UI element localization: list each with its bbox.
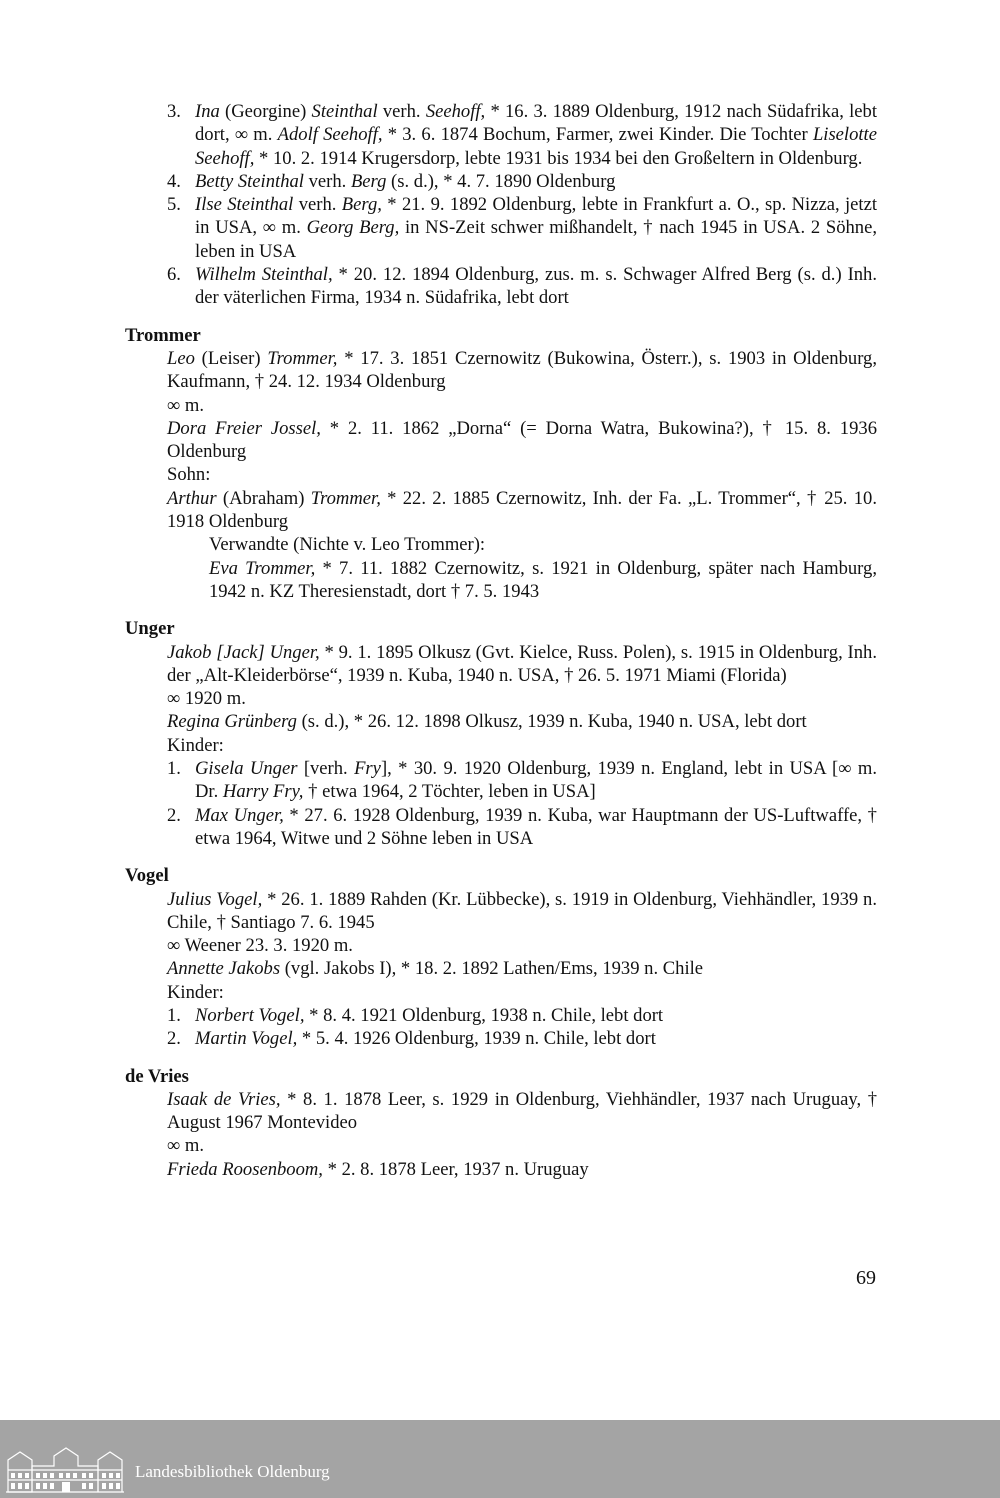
- text-run: ∞ m.: [167, 394, 205, 416]
- list-text: [195, 100, 877, 170]
- italic-name: Steinthal: [311, 101, 378, 122]
- italic-name: Trommer,: [310, 487, 381, 509]
- text-run: * 22. 2. 1885 Czernowitz, Inh. der Fa. „L. Trommer“, † 25. 10. 1918 Oldenburg: [167, 487, 877, 533]
- italic-name: Seehoff,: [425, 101, 486, 122]
- italic-name: Adolf Seehoff,: [277, 124, 383, 146]
- italic-name: Berg,: [341, 194, 382, 216]
- footer-label: Landesbibliothek Oldenburg: [135, 1462, 330, 1481]
- list-text: [195, 170, 877, 193]
- person-entry: [125, 1158, 877, 1181]
- list-text: [195, 193, 877, 263]
- text-run: * 5. 4. 1926 Oldenburg, 1939 n. Chile, lebt dort: [297, 1028, 656, 1050]
- text-run: * 2. 8. 1878 Leer, 1937 n. Uruguay: [322, 1158, 589, 1180]
- text-run: ∞ Weener 23. 3. 1920 m.: [167, 935, 353, 957]
- text-run: * 2. 11. 1862 „Dorna“ (= Dorna Watra, Bukowina?), † 15. 8. 1936 Oldenburg: [167, 417, 877, 463]
- family-section: [125, 1065, 877, 1181]
- library-building-icon: [6, 1446, 124, 1494]
- text-run: * 27. 6. 1928 Oldenburg, 1939 n. Kuba, war Hauptmann der US-Luftwaffe, † etwa 1964, Witwe und 2 Söhne leben in USA: [195, 804, 877, 849]
- list-item: [125, 1027, 877, 1050]
- text-run: (Georgine): [219, 101, 312, 122]
- text-run: ∞ 1920 m.: [167, 688, 246, 710]
- person-entry: [125, 734, 877, 757]
- list-item: [125, 263, 877, 310]
- text-run: in NS-Zeit schwer mißhandelt, † nach 1945 in USA. 2 Söhne, leben in USA: [195, 217, 877, 262]
- person-entry: [125, 934, 877, 957]
- list-number: 1.: [167, 758, 181, 780]
- person-entry: [125, 487, 877, 534]
- text-run: (Abraham): [216, 487, 311, 509]
- italic-name: Ilse Steinthal: [195, 194, 294, 216]
- italic-name: Wilhelm Steinthal,: [195, 264, 333, 286]
- person-entry: [125, 981, 877, 1004]
- text-run: ∞ m.: [167, 1135, 205, 1157]
- person-entry: [125, 888, 877, 935]
- italic-name: Fry: [354, 758, 381, 780]
- text-run: * 20. 12. 1894 Oldenburg, zus. m. s. Schwager Alfred Berg (s. d.) Inh. der väterlichen Firma, 1934 n. Südafrika, lebt dort: [195, 264, 877, 309]
- section-title: Vogel: [125, 865, 169, 887]
- text-run: ], * 30. 9. 1920 Oldenburg, 1939 n. England, lebt in USA [∞ m. Dr.: [195, 758, 877, 803]
- text-run: Kinder:: [167, 734, 224, 756]
- section-title: de Vries: [125, 1065, 189, 1087]
- page-content: [125, 100, 877, 1181]
- person-entry: [125, 710, 877, 733]
- list-number: 4.: [167, 170, 181, 192]
- list-item: [125, 193, 877, 263]
- text-run: Sohn:: [167, 464, 211, 486]
- italic-name: Isaak de Vries,: [167, 1088, 281, 1110]
- family-section: [125, 324, 877, 604]
- italic-name: Liselotte Seehoff,: [195, 124, 877, 169]
- italic-name: Arthur: [167, 487, 217, 509]
- text-run: * 7. 11. 1882 Czernowitz, s. 1921 in Oldenburg, später nach Hamburg, 1942 n. KZ Theresienstadt, dort † 7. 5. 1943: [209, 557, 877, 602]
- family-section: [125, 864, 877, 1050]
- text-run: Verwandte (Nichte v. Leo Trommer):: [209, 534, 486, 556]
- list-number: 6.: [167, 264, 181, 286]
- italic-name: Ina: [195, 101, 220, 122]
- list-item: [125, 170, 877, 193]
- relative-entry: [125, 557, 877, 604]
- person-entry: [125, 957, 877, 980]
- list-item: [125, 1004, 877, 1027]
- list-number: 2.: [167, 804, 181, 826]
- text-run: (s. d.), * 4. 7. 1890 Oldenburg: [386, 170, 616, 192]
- page-number: 69: [856, 1267, 876, 1289]
- italic-name: Berg: [350, 170, 387, 192]
- list-text: [195, 804, 877, 851]
- list-text: [195, 1004, 877, 1027]
- person-entry: [125, 347, 877, 394]
- section-title: Unger: [125, 618, 175, 640]
- italic-name: Eva Trommer,: [209, 557, 316, 579]
- text-run: * 3. 6. 1874 Bochum, Farmer, zwei Kinder. Die Tochter: [382, 124, 813, 146]
- text-run: * 9. 1. 1895 Olkusz (Gvt. Kielce, Russ. Polen), s. 1915 in Oldenburg, Inh. der „Alt-Kleiderbörse“, 1939 n. Kuba, 1940 n. USA, † 26. 5. 1971 Miami (Florida): [167, 641, 877, 686]
- list-text: [195, 757, 877, 804]
- person-entry: [125, 394, 877, 417]
- text-run: * 8. 1. 1878 Leer, s. 1929 in Oldenburg, Viehhändler, 1937 nach Uruguay, † August 1967 Montevideo: [167, 1088, 877, 1134]
- person-entry: [125, 463, 877, 486]
- italic-name: Georg Berg,: [306, 217, 400, 239]
- list-text: [195, 263, 877, 310]
- italic-name: Regina Grünberg: [167, 711, 297, 733]
- section-title: Trommer: [125, 324, 201, 346]
- text-run: * 16. 3. 1889 Oldenburg, 1912 nach Südafrika, lebt dort, ∞ m.: [195, 101, 878, 146]
- italic-name: Gisela Unger: [195, 758, 298, 780]
- list-number: 1.: [167, 1004, 181, 1026]
- person-entry: [125, 687, 877, 710]
- person-entry: [125, 641, 877, 688]
- text-run: (Leiser): [194, 347, 268, 369]
- text-run: * 26. 1. 1889 Rahden (Kr. Lübbecke), s. 1919 in Oldenburg, Viehhändler, 1939 n. Chile, † Santiago 7. 6. 1945: [167, 888, 877, 933]
- text-run: verh.: [377, 101, 426, 122]
- text-run: * 10. 2. 1914 Krugersdorp, lebte 1931 bis 1934 bei den Großeltern in Oldenburg.: [254, 147, 863, 169]
- italic-name: Trommer,: [267, 347, 338, 369]
- italic-name: Frieda Roosenboom,: [167, 1158, 323, 1180]
- italic-name: Harry Fry,: [222, 781, 304, 803]
- italic-name: Norbert Vogel,: [195, 1004, 305, 1026]
- text-run: (s. d.), * 26. 12. 1898 Olkusz, 1939 n. Kuba, 1940 n. USA, lebt dort: [296, 711, 807, 733]
- person-entry: [125, 417, 877, 464]
- list-number: 2.: [167, 1028, 181, 1050]
- list-item: [125, 804, 877, 851]
- list-text: [195, 1027, 877, 1050]
- text-run: [verh.: [297, 758, 355, 780]
- italic-name: Martin Vogel,: [195, 1028, 298, 1050]
- text-run: * 21. 9. 1892 Oldenburg, lebte in Frankfurt a. O., sp. Nizza, jetzt in USA, ∞ m.: [195, 194, 877, 239]
- italic-name: Max Unger,: [195, 804, 284, 826]
- relative-entry: [125, 533, 877, 556]
- text-run: † etwa 1964, 2 Töchter, leben in USA]: [303, 781, 596, 803]
- italic-name: Annette Jakobs: [167, 958, 281, 980]
- text-run: * 17. 3. 1851 Czernowitz (Bukowina, Österr.), s. 1903 in Oldenburg, Kaufmann, † 24. 12. 1934 Oldenburg: [167, 347, 877, 393]
- italic-name: Leo: [167, 347, 195, 369]
- text-run: Kinder:: [167, 981, 224, 1003]
- italic-name: Jakob [Jack] Unger,: [167, 641, 320, 663]
- footer-bar: [0, 1420, 1000, 1498]
- list-number: 5.: [167, 194, 181, 216]
- italic-name: Julius Vogel,: [167, 888, 263, 910]
- text-run: verh.: [293, 194, 342, 216]
- list-number: 3.: [167, 101, 181, 122]
- person-entry: [125, 1134, 877, 1157]
- italic-name: Betty Steinthal: [195, 170, 304, 192]
- italic-name: Dora Freier Jossel,: [167, 417, 321, 439]
- text-run: * 8. 4. 1921 Oldenburg, 1938 n. Chile, lebt dort: [304, 1004, 664, 1026]
- family-section: [125, 617, 877, 850]
- person-entry: [125, 1088, 877, 1135]
- list-item: [125, 757, 877, 804]
- text-run: (vgl. Jakobs I), * 18. 2. 1892 Lathen/Ems, 1939 n. Chile: [280, 958, 704, 980]
- list-item: [125, 100, 877, 170]
- text-run: verh.: [303, 170, 351, 192]
